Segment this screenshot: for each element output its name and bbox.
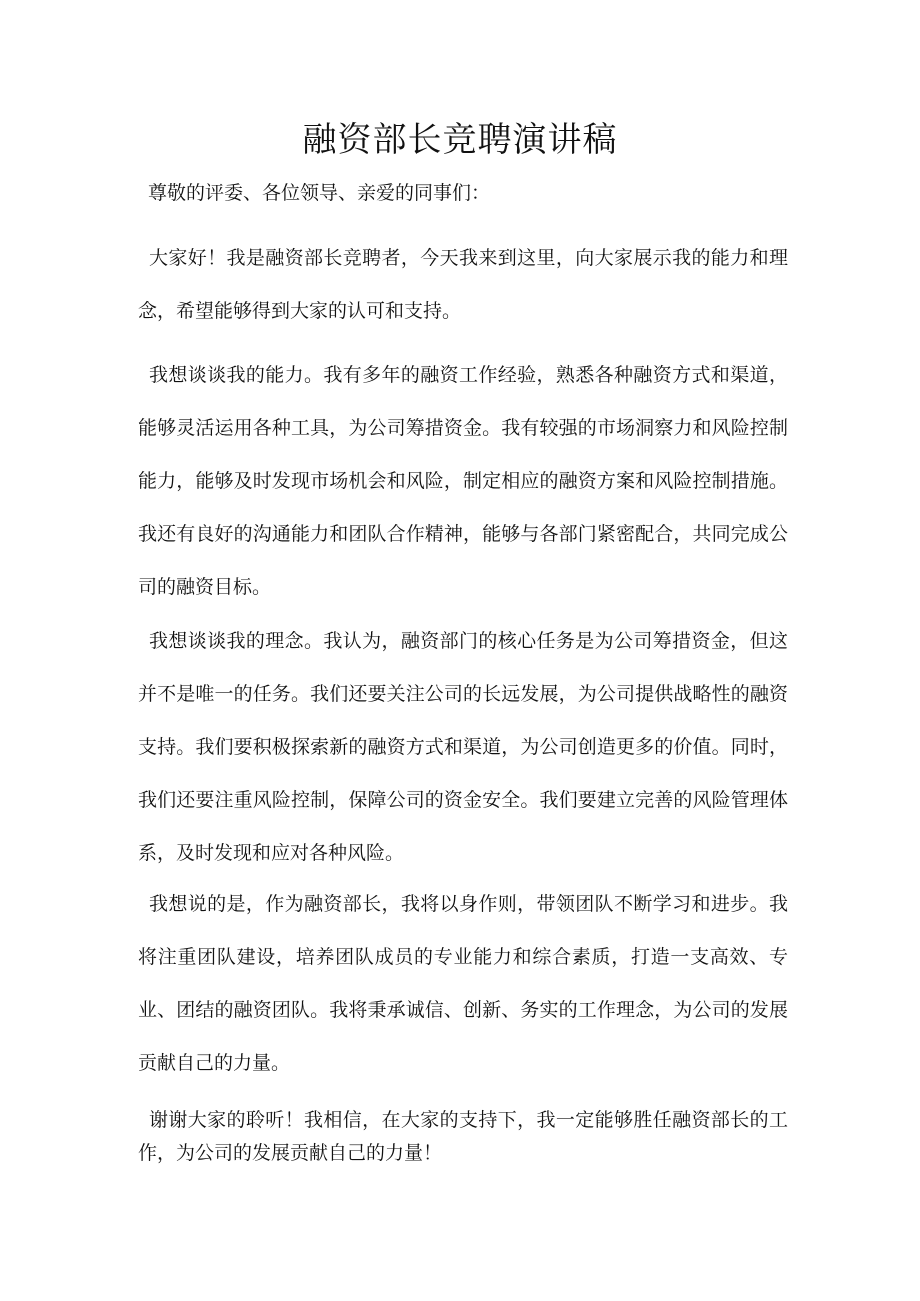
- paragraph-ability: 我想谈谈我的能力。我有多年的融资工作经验，熟悉各种融资方式和渠道，能够灵活运用各种工具，为公司筹措资金。我有较强的市场洞察力和风险控制能力，能够及时发现市场机会和风险，制定相应的融资方案和风险控制措施。我还有良好的沟通能力和团队合作精神，能够与各部门紧密配合，共同完成公司的融资目标。: [138, 364, 788, 598]
- paragraph-greeting: 大家好！我是融资部长竞聘者，今天我来到这里，向大家展示我的能力和理念，希望能够得到大家的认可和支持。: [138, 247, 788, 322]
- paragraph-philosophy: 我想谈谈我的理念。我认为，融资部门的核心任务是为公司筹措资金，但这并不是唯一的任务。我们还要关注公司的长远发展，为公司提供战略性的融资支持。我们要积极探索新的融资方式和渠道，为公司创造更多的价值。同时，我们还要注重风险控制，保障公司的资金安全。我们要建立完善的风险管理体系，及时发现和应对各种风险。: [138, 630, 788, 864]
- salutation: 尊敬的评委、各位领导、亲爱的同事们：: [148, 182, 491, 204]
- document-title: 融资部长竞聘演讲稿: [302, 120, 618, 160]
- paragraph-closing: 谢谢大家的聆听！我相信，在大家的支持下，我一定能够胜任融资部长的工作，为公司的发展贡献自己的力量！: [138, 1109, 788, 1164]
- paragraph-commitment: 我想说的是，作为融资部长，我将以身作则，带领团队不断学习和进步。我将注重团队建设，培养团队成员的专业能力和综合素质，打造一支高效、专业、团结的融资团队。我将秉承诚信、创新、务实的工作理念，为公司的发展贡献自己的力量。: [138, 893, 788, 1074]
